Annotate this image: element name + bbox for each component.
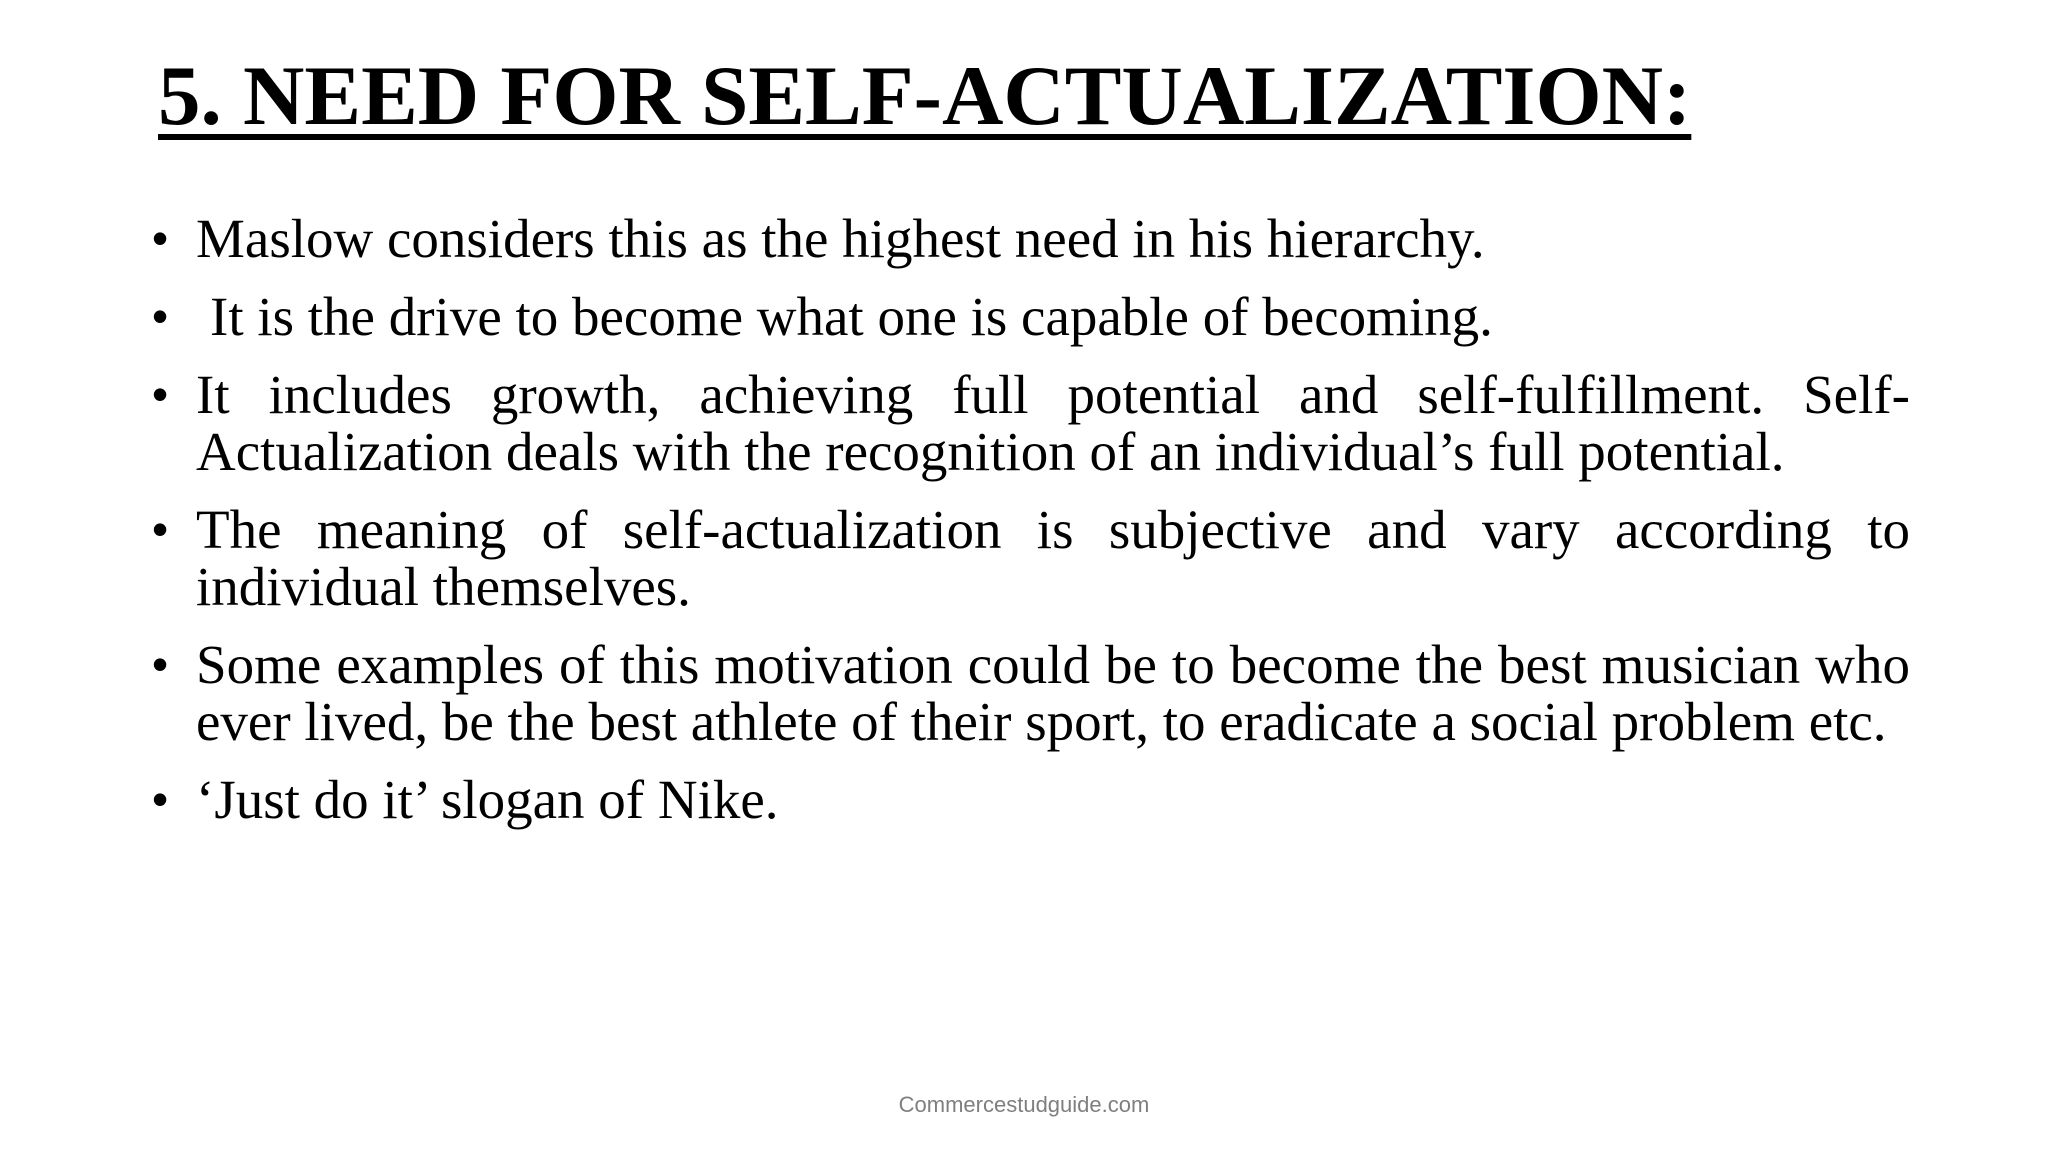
bullet-text: It includes growth, achieving full potential and self-fulfillment. Self-Actualization deals with the recognition of an individual’s full potential. bbox=[196, 364, 1910, 482]
bullet-list bbox=[152, 210, 1910, 849]
bullet-icon: • bbox=[152, 503, 169, 555]
bullet-item bbox=[152, 288, 1910, 345]
bullet-item bbox=[152, 636, 1910, 750]
bullet-icon: • bbox=[152, 773, 169, 825]
bullet-text: It is the drive to become what one is capable of becoming. bbox=[210, 286, 1493, 347]
bullet-text: Maslow considers this as the highest need in his hierarchy. bbox=[196, 208, 1485, 269]
slide-title: 5. NEED FOR SELF-ACTUALIZATION: bbox=[158, 49, 1692, 143]
bullet-text: ‘Just do it’ slogan of Nike. bbox=[196, 769, 779, 830]
bullet-text: Some examples of this motivation could be to become the best musician who ever lived, be the best athlete of their sport, to eradicate a social problem etc. bbox=[196, 634, 1910, 752]
bullet-text: The meaning of self-actualization is subjective and vary according to individual themselves. bbox=[196, 499, 1910, 617]
bullet-icon: • bbox=[152, 212, 169, 264]
bullet-item bbox=[152, 210, 1910, 267]
footer-source-text: Commercestudguide.com bbox=[898, 1092, 1150, 1117]
bullet-item bbox=[152, 501, 1910, 615]
bullet-item bbox=[152, 771, 1910, 828]
bullet-icon: • bbox=[152, 290, 169, 342]
bullet-item bbox=[152, 366, 1910, 480]
bullet-icon: • bbox=[152, 638, 169, 690]
bullet-icon: • bbox=[152, 368, 169, 420]
